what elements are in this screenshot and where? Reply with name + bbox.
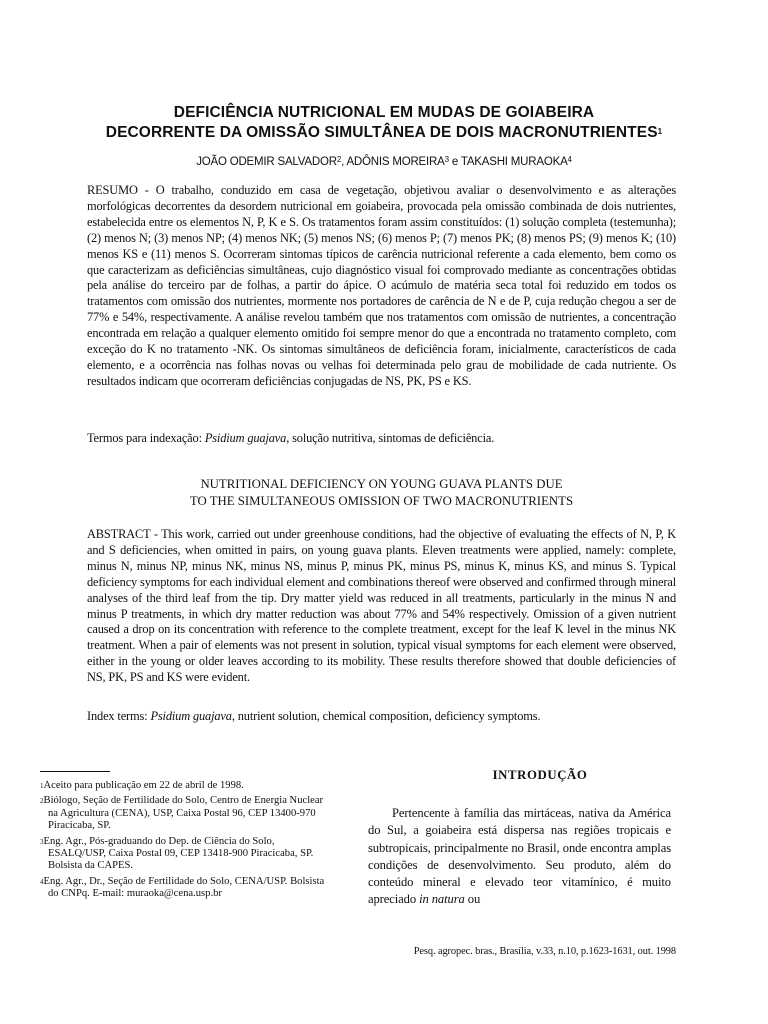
author-1: JOÃO ODEMIR SALVADOR: [196, 156, 337, 168]
introducao-text-end: ou: [464, 892, 481, 907]
introducao-italic: in natura: [419, 892, 465, 907]
paper-title: [40, 103, 728, 143]
journal-citation-footer: Pesq. agropec. bras., Brasília, v.33, n.10, p.1623-1631, out. 1998: [413, 946, 676, 957]
introducao-text: Pertencente à família das mirtáceas, nativa da América do Sul, a goiabeira está dispersa nas regiões tropicais e subtropicais, principalmente no Brasil, onde encontra amplas condições de desenvolvimento. Seu produto, além do conteúdo mineral e elevado teor vitamínico, é muito apreciado: [368, 806, 671, 907]
author-separator: ,: [341, 156, 347, 168]
section-heading-introducao: INTRODUÇÃO: [492, 768, 588, 782]
termos-rest: , solução nutritiva, sintomas de deficiência.: [286, 431, 495, 445]
termos-label: Termos para indexação:: [87, 431, 205, 445]
author-list: [40, 156, 728, 168]
index-terms-rest: , nutrient solution, chemical composition, deficiency symptoms.: [231, 709, 541, 723]
author-3: TAKASHI MURAOKA: [460, 156, 568, 168]
footnotes: [40, 780, 328, 904]
author-separator: e: [448, 156, 461, 168]
footnote-mark: 3: [40, 837, 44, 846]
footnote-text: Eng. Agr., Dr., Seção de Fertilidade do Solo, CENA/USP. Bolsista do CNPq. E-mail: muraoka@cena.usp.br: [43, 875, 325, 900]
index-terms-label: Index terms:: [87, 709, 151, 723]
title-footnote-mark: 1: [657, 127, 663, 136]
english-title-line-2: TO THE SIMULTANEOUS OMISSION OF TWO MACRONUTRIENTS: [189, 493, 574, 508]
english-title: [87, 476, 676, 509]
footnote: [40, 795, 328, 832]
footnote-divider: [40, 771, 110, 772]
termos-species: Psidium guajava: [204, 431, 287, 445]
footnote-mark: 1: [40, 782, 44, 790]
title-line-1: DEFICIÊNCIA NUTRICIONAL EM MUDAS DE GOIABEIRA: [173, 104, 595, 121]
footnote: [40, 780, 328, 792]
footnote: [40, 876, 328, 901]
footnote-text: Aceito para publicação em 22 de abril de 1998.: [43, 780, 244, 791]
index-terms-species: Psidium guajava: [150, 709, 232, 723]
footnote-text: Eng. Agr., Pós-graduando do Dep. de Ciência do Solo, ESALQ/USP, Caixa Postal 09, CEP 13418-900 Piracicaba, SP. Bolsista da CAPES.: [43, 835, 314, 872]
footnote-text: Biólogo, Seção de Fertilidade do Solo, Centro de Energia Nuclear na Agricultura (CENA), USP, Caixa Postal 96, CEP 13400-970 Piracicaba, SP.: [43, 795, 324, 832]
author-2: ADÔNIS MOREIRA: [346, 156, 445, 168]
footnote-mark: 4: [40, 877, 44, 886]
author-3-mark: 4: [567, 155, 572, 164]
author-2-mark: 3: [444, 155, 449, 164]
index-terms: [87, 709, 676, 725]
english-title-line-1: NUTRITIONAL DEFICIENCY ON YOUNG GUAVA PLANTS DUE: [200, 477, 563, 491]
footnote-mark: 2: [40, 797, 44, 806]
author-1-mark: 2: [336, 155, 342, 164]
footnote: [40, 836, 328, 873]
introducao-paragraph: [368, 805, 671, 909]
resumo-paragraph: RESUMO - O trabalho, conduzido em casa de vegetação, objetivou avaliar o desenvolvimento e as alterações morfológicas decorrentes da desordem nutricional em goiabeira, provocada pela omissão combinada de dois nutrientes, estabelecida entre os elementos N, P, K e S. Os tratamentos foram assim constituídos: (1) solução completa (testemunha); (2) menos N; (3) menos NP; (4) menos NK; (5) menos NS; (6) menos P; (7) menos PK; (8) menos PS; (9) menos K; (10) menos KS e (11) menos S. Ocorreram sintomas típicos de carência nutricional referente a cada elemento, bem como os que caracterizam as deficiências simultâneas, cujo diagnóstico visual foi comprovado mediante as concentrações obtidas pela análise do terceiro par de folhas, a partir do ápice. O acúmulo de matéria seca total foi reduzido em todos os tratamentos com omissão dos nutrientes, mormente nos portadores de carência de N e de P, cuja redução chegou a ser de 77% e 54%, respectivamente. A análise revelou também que nos tratamentos com omissão de nutrientes, a concentração encontrada em relação a qualquer elemento omitido foi sempre menor do que a encontrada no tratamento completo, com exceção do K no tratamento -NK. Os sintomas simultâneos de deficiência foram, inicialmente, característicos de cada elemento, e a ocorrência nas folhas novas ou velhas foi determinada pelo grau de mobilidade de cada nutriente. Os resultados indicam que ocorreram deficiências conjugadas de NS, PK, PS e KS.: [87, 183, 676, 388]
termos-indexacao: [87, 431, 676, 447]
title-line-2: DECORRENTE DA OMISSÃO SIMULTÂNEA DE DOIS MACRONUTRIENTES$^1$: [105, 124, 663, 141]
abstract-paragraph: ABSTRACT - This work, carried out under greenhouse conditions, had the objective of evaluating the effects of N, P, K and S deficiencies, when omitted in pairs, on young guava plants. Eleven treatments were applied, namely: complete, minus N, minus NP, minus NK, minus NS, minus P, minus PK, minus PS, minus K, minus KS, and minus S. Typical deficiency symptoms for each individual element and combinations thereof were observed and confirmed through mineral analyses of the third leaf from the tip. Dry matter yield was reduced in all treatments, particularly in the minus N and minus P treatments, in which dry matter reduction was about 77% and 54% respectively. Omission of a given nutrient caused a drop on its concentration with reference to the complete treatment, except for the leaf K level in the minus NK treatment. When a pair of elements was not present in solution, typical visual symptoms for each element were observed, either in the young or older leaves according to its mobility. These results therefore showed that double deficiencies of NS, PK, PS and KS were evident.: [87, 527, 676, 685]
